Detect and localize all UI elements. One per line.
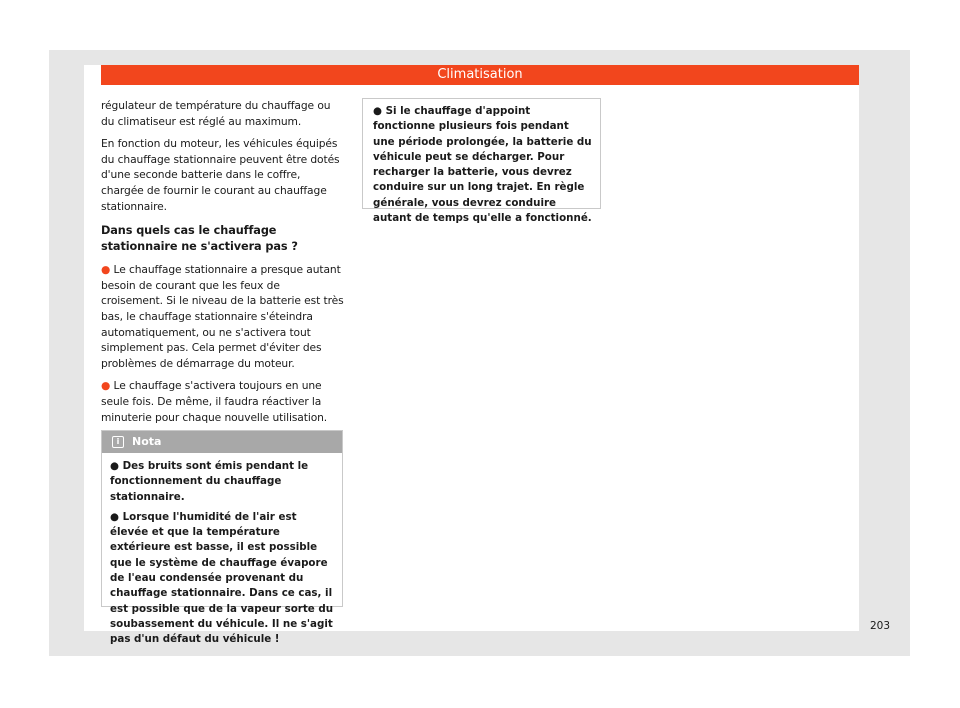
nota-item-text: Lorsque l'humidité de l'air est élevée et que la température extérieure est basse, il est possible que le système de chauffage évapore de l'eau condensée provenant du chauffage stationnaire. Dans ce cas, il est possible que de la vapeur sorte du soubassement du véhicule. Il ne s'agit pas d'un défaut du véhicule ! bbox=[110, 510, 334, 646]
section-header: Climatisation bbox=[101, 65, 859, 85]
page-number: 203 bbox=[870, 620, 891, 632]
paragraph: régulateur de température du chauffage ou du climatiseur est réglé au maximum. bbox=[101, 99, 331, 128]
nota-item bbox=[110, 459, 334, 505]
warning-box bbox=[362, 98, 601, 225]
nota-body bbox=[102, 453, 342, 648]
nota-item-text: Des bruits sont émis pendant le fonctionnement du chauffage stationnaire. bbox=[110, 460, 309, 503]
nota-title: Nota bbox=[132, 435, 162, 448]
bullet-icon: ● bbox=[101, 379, 111, 393]
nota-header bbox=[102, 431, 342, 453]
bullet-icon: ● bbox=[101, 263, 111, 277]
bullet-icon: ● bbox=[110, 460, 119, 472]
warning-body bbox=[363, 99, 600, 226]
info-icon: i bbox=[112, 436, 124, 448]
bullet-text: Le chauffage stationnaire a presque autant besoin de courant que les feux de croisement. Si le niveau de la batterie est très bas, le chauffage stationnaire s'éteindra automatiquement, ou ne s'activera tout simplement pas. Cela permet d'éviter des problèmes de démarrage du moteur. bbox=[101, 263, 344, 370]
nota-item bbox=[110, 510, 334, 648]
bullet-item bbox=[101, 262, 344, 371]
bullet-item bbox=[101, 378, 344, 425]
left-column bbox=[101, 98, 344, 432]
subheading: Dans quels cas le chauffage stationnaire ne s'activera pas ? bbox=[101, 224, 298, 254]
bullet-icon: ● bbox=[110, 510, 119, 523]
warning-text: Si le chauffage d'appoint fonctionne plusieurs fois pendant une période prolongée, la batterie du véhicule peut se décharger. Pour recharger la batterie, vous devrez conduire sur un long trajet. En règle générale, vous devrez conduire autant de temps qu'elle a fonctionné. bbox=[373, 105, 592, 225]
nota-box bbox=[101, 430, 343, 646]
bullet-icon: ● bbox=[373, 105, 382, 117]
paragraph: En fonction du moteur, les véhicules équipés du chauffage stationnaire peuvent être dotés d'une seconde batterie dans le coffre, chargée de fournir le courant au chauffage stationnaire. bbox=[101, 137, 340, 213]
bullet-text: Le chauffage s'activera toujours en une seule fois. De même, il faudra réactiver la minuterie pour chaque nouvelle utilisation. bbox=[101, 379, 328, 424]
